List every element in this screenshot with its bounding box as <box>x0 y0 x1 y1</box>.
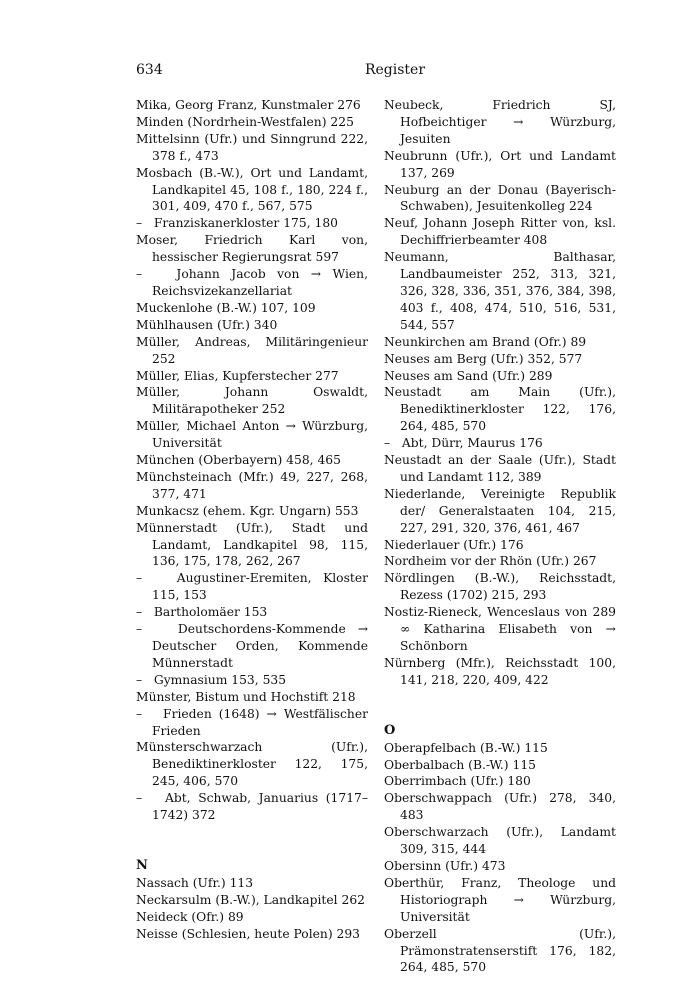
index-entry: Minden (Nordrhein-Westfalen) 225 <box>136 114 354 129</box>
index-entry: Neustadt am Main (Ufr.), Benediktinerkloster 122, 176, 264, 485, 570 <box>384 385 616 434</box>
index-entry: Neuses am Berg (Ufr.) 352, 577 <box>384 351 583 366</box>
section-letter-heading: N <box>136 857 148 873</box>
index-entry: Münster, Bistum und Hochstift 218 <box>136 689 356 704</box>
index-entry: Oberthür, Franz, Theologe und Historiograph → Würzburg, Universität <box>384 875 616 924</box>
index-entry: Neubeck, Friedrich SJ, Hofbeichtiger → Würzburg, Jesuiten <box>384 98 616 146</box>
index-entry: Neuses am Sand (Ufr.) 289 <box>384 368 553 383</box>
index-entry: Münsterschwarzach (Ufr.), Benediktinerkloster 122, 175, 245, 406, 570 <box>136 740 368 789</box>
index-entry: Moser, Friedrich Karl von, hessischer Regierungsrat 597 <box>136 233 368 265</box>
index-entry: Müller, Johann Oswaldt, Militärapotheker 252 <box>136 385 368 417</box>
index-entry: Mühlhausen (Ufr.) 340 <box>136 317 278 332</box>
index-entry: Neustadt an der Saale (Ufr.), Stadt und Landamt 112, 389 <box>384 453 616 484</box>
index-subentry: – Augustiner-Eremiten, Kloster 115, 153 <box>136 570 368 604</box>
index-entry: Münchsteinach (Mfr.) 49, 227, 268, 377, 471 <box>136 469 368 501</box>
index-entry: Müller, Andreas, Militäringenieur 252 <box>136 334 368 366</box>
section-letter-heading: O <box>384 722 396 738</box>
index-entry: Oberzell (Ufr.), Prämonstratenserstift 176, 182, 264, 485, 570 <box>384 926 616 975</box>
index-entry: Munkacsz (ehem. Kgr. Ungarn) 553 <box>136 503 359 518</box>
index-subentry: – Bartholomäer 153 <box>136 604 368 621</box>
index-entry: Mosbach (B.-W.), Ort und Landamt, Landkapitel 45, 108 f., 180, 224 f., 301, 409, 470 f., 567, 575 <box>136 165 368 214</box>
index-column-left <box>136 97 368 943</box>
running-head: Register <box>364 62 426 78</box>
index-entry: Oberschwappach (Ufr.) 278, 340, 483 <box>384 791 616 823</box>
index-entry: Neubrunn (Ufr.), Ort und Landamt 137, 269 <box>384 148 616 180</box>
index-entry: Obersinn (Ufr.) 473 <box>384 858 506 873</box>
index-subentry: – Abt, Schwab, Januarius (1717–1742) 372 <box>136 790 368 824</box>
index-entry: Oberbalbach (B.-W.) 115 <box>384 757 536 772</box>
index-column-right <box>384 97 616 976</box>
index-subentry: – Frieden (1648) → Westfälischer Frieden <box>136 706 368 740</box>
index-subentry: – Deutschordens-Kommende → Deutscher Orden, Kommende Münnerstadt <box>136 621 368 672</box>
index-entry: Mittelsinn (Ufr.) und Sinngrund 222, 378 f., 473 <box>136 131 368 163</box>
index-entry: Niederlauer (Ufr.) 176 <box>384 537 524 552</box>
index-entry: Müller, Michael Anton → Würzburg, Universität <box>136 419 368 451</box>
index-entry: Müller, Elias, Kupferstecher 277 <box>136 368 339 383</box>
index-entry: Neuburg an der Donau (Bayerisch-Schwaben), Jesuitenkolleg 224 <box>384 182 616 214</box>
index-entry: Niederlande, Vereinigte Republik der/ Generalstaaten 104, 215, 227, 291, 320, 376, 461, 467 <box>384 486 616 535</box>
index-entry: Neckarsulm (B.-W.), Landkapitel 262 <box>136 892 365 907</box>
index-entry: Münnerstadt (Ufr.), Stadt und Landamt, Landkapitel 98, 115, 136, 175, 178, 262, 267 <box>136 520 368 569</box>
index-entry: Neuf, Johann Joseph Ritter von, ksl. Dechiffrierbeamter 408 <box>384 216 616 248</box>
index-entry: Oberapfelbach (B.-W.) 115 <box>384 740 548 755</box>
index-entry: Neideck (Ofr.) 89 <box>136 909 244 924</box>
index-subentry: – Franziskanerkloster 175, 180 <box>136 215 368 232</box>
index-entry: Mika, Georg Franz, Kunstmaler 276 <box>136 98 361 112</box>
index-subentry: – Gymnasium 153, 535 <box>136 672 368 689</box>
index-entry: Neumann, Balthasar, Landbaumeister 252, 313, 321, 326, 328, 336, 351, 376, 384, 398, 403 f., 408, 474, 510, 516, 531, 544, 557 <box>384 250 616 332</box>
index-entry: Nordheim vor der Rhön (Ufr.) 267 <box>384 554 597 569</box>
index-entry: Oberrimbach (Ufr.) 180 <box>384 774 531 789</box>
index-entry: Neisse (Schlesien, heute Polen) 293 <box>136 926 361 941</box>
index-entry: Nürnberg (Mfr.), Reichsstadt 100, 141, 218, 220, 409, 422 <box>384 655 616 687</box>
index-entry: Neunkirchen am Brand (Ofr.) 89 <box>384 334 587 349</box>
index-entry: München (Oberbayern) 458, 465 <box>136 453 341 468</box>
index-entry: Nassach (Ufr.) 113 <box>136 875 254 890</box>
index-subentry: – Abt, Dürr, Maurus 176 <box>384 435 616 452</box>
index-subentry: – Johann Jacob von → Wien, Reichsvizekanzellariat <box>136 266 368 300</box>
index-entry: Oberschwarzach (Ufr.), Landamt 309, 315, 444 <box>384 825 616 857</box>
page-number: 634 <box>136 62 163 78</box>
index-entry: Muckenlohe (B.-W.) 107, 109 <box>136 300 316 315</box>
index-entry: Nostiz-Rieneck, Wenceslaus von 289 ∞ Katharina Elisabeth von → Schönborn <box>384 605 616 653</box>
index-entry: Nördlingen (B.-W.), Reichsstadt, Rezess (1702) 215, 293 <box>384 571 616 603</box>
